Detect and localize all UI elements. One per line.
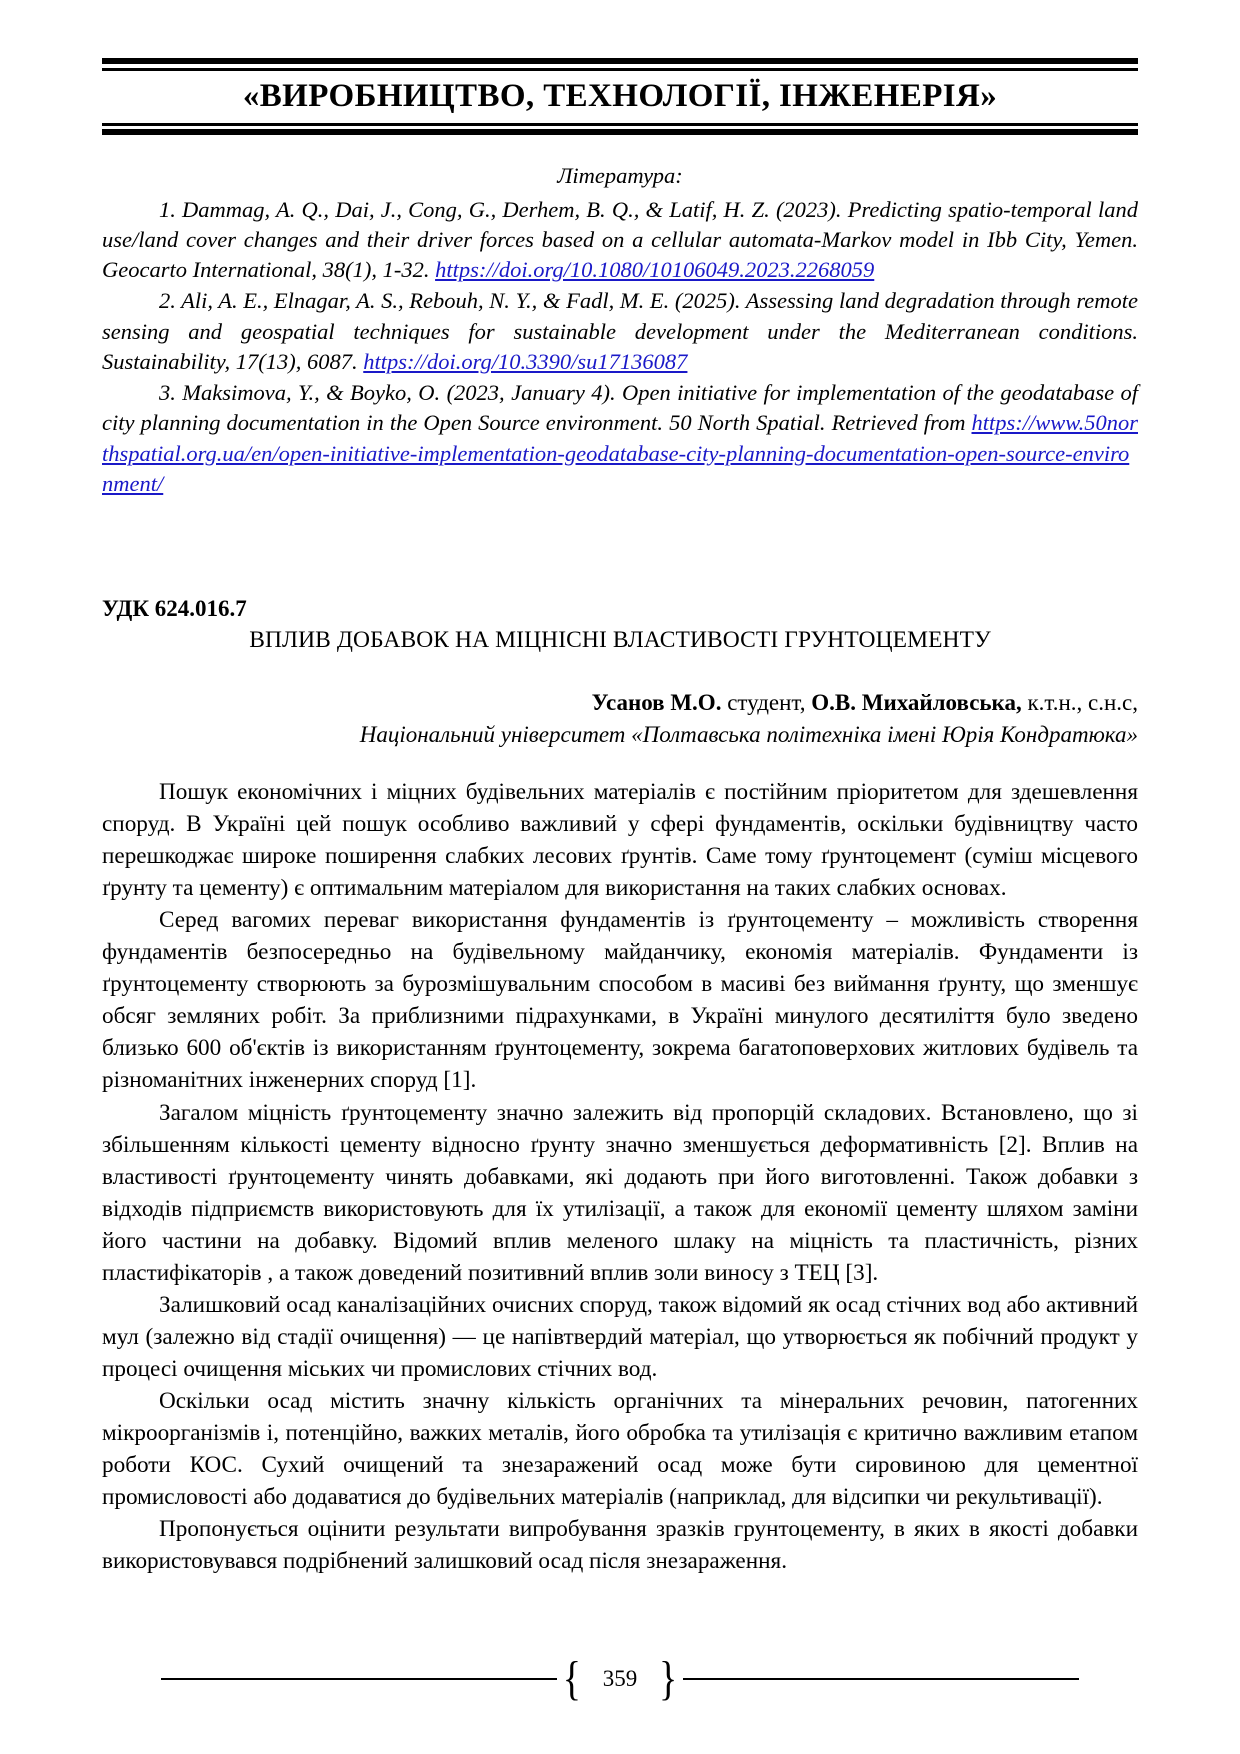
article-title: ВПЛИВ ДОБАВОК НА МІЦНІСНІ ВЛАСТИВОСТІ ГРУНТОЦЕМЕНТУ — [249, 626, 991, 653]
article-body — [102, 776, 1138, 1578]
footer-brace-left: { — [562, 1652, 581, 1706]
body-paragraph: Залишковий осад каналізаційних очисних споруд, також відомий як осад стічних вод або активний мул (залежно від стадії очищення) — це напівтвердий матеріал, що утворюється як побічний продукт у процесі очищення міських чи промислових стічних вод. — [102, 1291, 1138, 1382]
body-paragraph: Пропонується оцінити результати випробування зразків грунтоцементу, в яких в якості добавки використовувався подрібнений залишковий осад після знезараження. — [102, 1516, 1138, 1575]
body-paragraph: Загалом міцність ґрунтоцементу значно залежить від пропорцій складових. Встановлено, що зі збільшенням кількості цементу відносно ґрунту значно зменшується деформативність [2]. Вплив на властивості ґрунтоцементу чинять добавками, які додають при його виготовленні. Також добавки з відходів підприємств використовують для їх утилізації, а також для економії цементу шляхом заміни його частини на добавку. Відомий вплив меленого шлаку на міцність та пластичність, різних пластифікаторів , а також доведений позитивний вплив золи виносу з ТЕЦ [3]. — [102, 1099, 1138, 1286]
reference-url-link[interactable]: https://www.50northspatial.org.ua/en/open-initiative-implementation-geodatabase-city-planning-documentation-open-source-environment/ — [102, 410, 1138, 496]
literature-heading: Література: — [557, 162, 683, 188]
running-head-title: «ВИРОБНИЦТВО, ТЕХНОЛОГІЇ, ІНЖЕНЕРІЯ» — [242, 78, 998, 114]
page-number: 359 — [602, 1666, 638, 1691]
author-name-secondary: О.В. Михайловська, — [811, 690, 1022, 716]
reference-url-link[interactable]: https://doi.org/10.3390/su17136087 — [363, 348, 688, 374]
header-rule-bottom-thick — [102, 129, 1138, 135]
affiliation: Національний університет «Полтавська політехніка імені Юрія Кондратюка» — [359, 721, 1138, 747]
reference-item — [102, 195, 1138, 286]
reference-item — [102, 378, 1138, 499]
page-footer — [0, 1652, 1240, 1706]
author-name-primary: Усанов М.О. — [591, 690, 722, 716]
reference-number: 2. — [159, 288, 176, 314]
reference-list — [102, 195, 1138, 500]
author-line — [102, 688, 1138, 718]
reference-text: Ali, A. E., Elnagar, A. S., Rebouh, N. Y., & Fadl, M. E. (2025). Assessing land degradation through remote sensing and geospatial techniques for sustainable development under the Mediterranean conditions. Sustainability, 17(13), 6087. — [102, 288, 1138, 374]
body-paragraph: Оскільки осад містить значну кількість органічних та мінеральних речовин, патогенних мікроорганізмів і, потенційно, важких металів, його обробка та утилізація є критично важливим етапом роботи КОС. Сухий очищений та знезаражений осад може бути сировиною для цементної промисловості або додаватися до будівельних матеріалів (наприклад, для відсипки чи рекультивації). — [102, 1388, 1138, 1511]
reference-url-link[interactable]: https://doi.org/10.1080/10106049.2023.2268059 — [435, 257, 875, 283]
udk-code: УДК 624.016.7 — [102, 596, 247, 622]
body-paragraph: Серед вагомих переваг використання фундаментів із ґрунтоцементу – можливість створення фундаментів безпосередньо на будівельному майданчику, економія матеріалів. Фундаменти із ґрунтоцементу створюють за бурозмішувальним способом в масиві без виймання ґрунту, що зменшує обсяг земляних робіт. За приблизними підрахунками, в Україні минулого десятиліття було зведено близько 600 об'єктів із використанням ґрунтоцементу, зокрема багатоповерхових житлових будівель та різноманітних інженерних споруд [1]. — [102, 907, 1138, 1094]
author-role-secondary: к.т.н., с.н.с, — [1021, 690, 1138, 716]
reference-number: 1. — [159, 196, 176, 222]
reference-text: Maksimova, Y., & Boyko, O. (2023, January 4). Open initiative for implementation of the geodatabase of city planning documentation in the Open Source environment. 50 North Spatial. Retrieved from — [102, 380, 1138, 436]
reference-item — [102, 286, 1138, 377]
footer-rule-left — [161, 1678, 557, 1680]
reference-number: 3. — [159, 380, 176, 406]
footer-rule-right — [683, 1678, 1079, 1680]
body-paragraph: Пошук економічних і міцних будівельних матеріалів є постійним пріоритетом для здешевлення споруд. В Україні цей пошук особливо важливий у сфері фундаментів, оскільки будівництву часто перешкоджає широке поширення слабких лесових ґрунтів. Саме тому ґрунтоцемент (суміш місцевого ґрунту та цементу) є оптимальним матеріалом для використання на таких слабких основах. — [102, 778, 1138, 902]
running-head — [102, 58, 1138, 135]
reference-text: Dammag, A. Q., Dai, J., Cong, G., Derhem, B. Q., & Latif, H. Z. (2023). Predicting spatio-temporal land use/land cover changes and their driver forces based on a cellular automata-Markov model in Ibb City, Yemen. Geocarto International, 38(1), 1-32. — [102, 196, 1138, 283]
author-role-primary: студент, — [721, 690, 812, 716]
footer-brace-right: } — [659, 1652, 678, 1706]
